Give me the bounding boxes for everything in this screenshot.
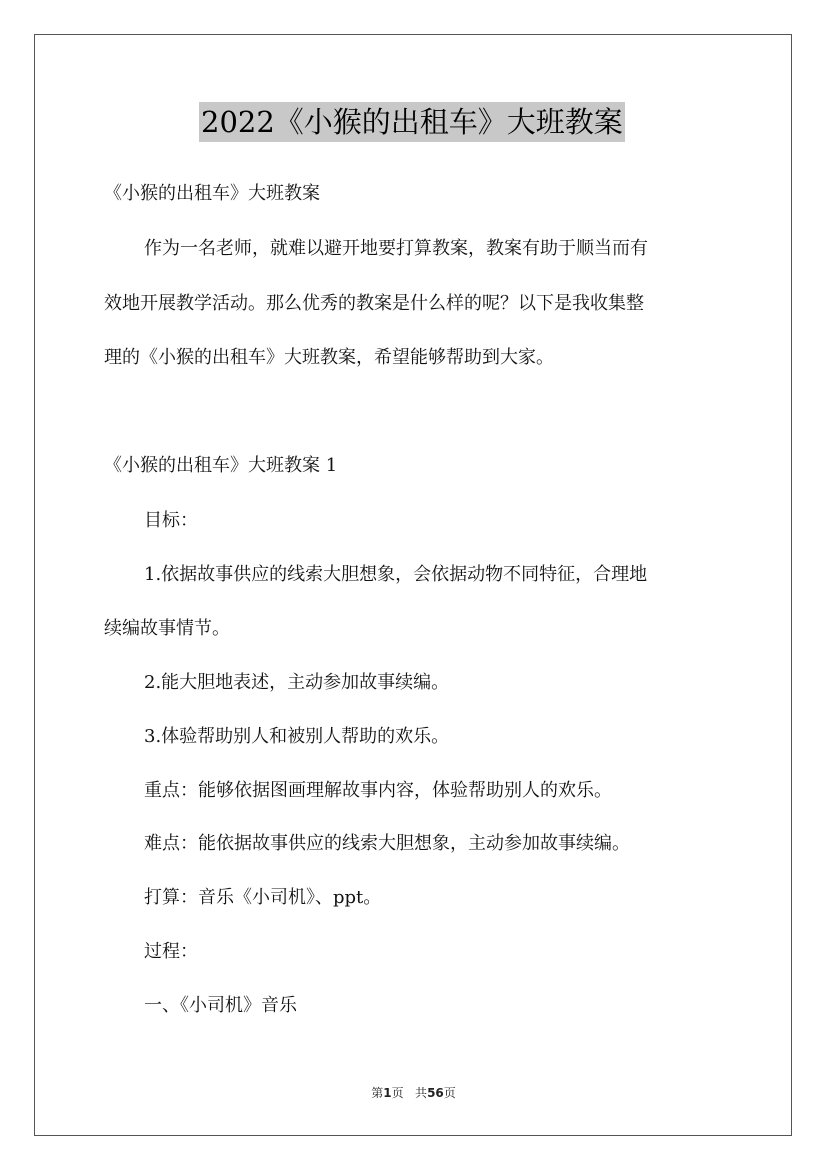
section-heading: 《小猴的出租车》大班教案 1 bbox=[104, 455, 338, 476]
key-point: 重点：能够依据图画理解故事内容，体验帮助别人的欢乐。 bbox=[144, 780, 612, 801]
footer-page-suffix: 页 bbox=[391, 1086, 404, 1100]
goal-item-1-line-2: 续编故事情节。 bbox=[104, 618, 230, 639]
current-page-number: 1 bbox=[383, 1086, 392, 1100]
process-step-1: 一、《小司机》音乐 bbox=[144, 995, 297, 1016]
goal-item-2: 2.能大胆地表述，主动参加故事续编。 bbox=[144, 672, 450, 693]
goal-item-1-line-1: 1.依据故事供应的线索大胆想象，会依据动物不同特征，合理地 bbox=[144, 564, 648, 585]
intro-paragraph-line-2: 效地开展教学活动。那么优秀的教案是什么样的呢？以下是我收集整 bbox=[104, 293, 644, 314]
total-pages-number: 56 bbox=[427, 1086, 444, 1100]
process-label: 过程： bbox=[144, 941, 198, 962]
page-footer bbox=[0, 1084, 827, 1101]
document-subtitle: 《小猴的出租车》大班教案 bbox=[104, 183, 320, 204]
footer-prefix: 第 bbox=[371, 1086, 384, 1100]
preparation: 打算：音乐《小司机》、ppt。 bbox=[144, 887, 382, 908]
intro-paragraph-line-1: 作为一名老师，就难以避开地要打算教案，教案有助于顺当而有 bbox=[144, 238, 648, 259]
footer-total-prefix: 共 bbox=[415, 1086, 428, 1100]
footer-total-suffix: 页 bbox=[443, 1086, 456, 1100]
goal-label: 目标： bbox=[144, 510, 198, 531]
document-title: 2022《小猴的出租车》大班教案 bbox=[199, 102, 625, 142]
difficulty: 难点：能依据故事供应的线索大胆想象，主动参加故事续编。 bbox=[144, 833, 630, 854]
intro-paragraph-line-3: 理的《小猴的出租车》大班教案，希望能够帮助到大家。 bbox=[104, 347, 554, 368]
goal-item-3: 3.体验帮助别人和被别人帮助的欢乐。 bbox=[144, 726, 450, 747]
